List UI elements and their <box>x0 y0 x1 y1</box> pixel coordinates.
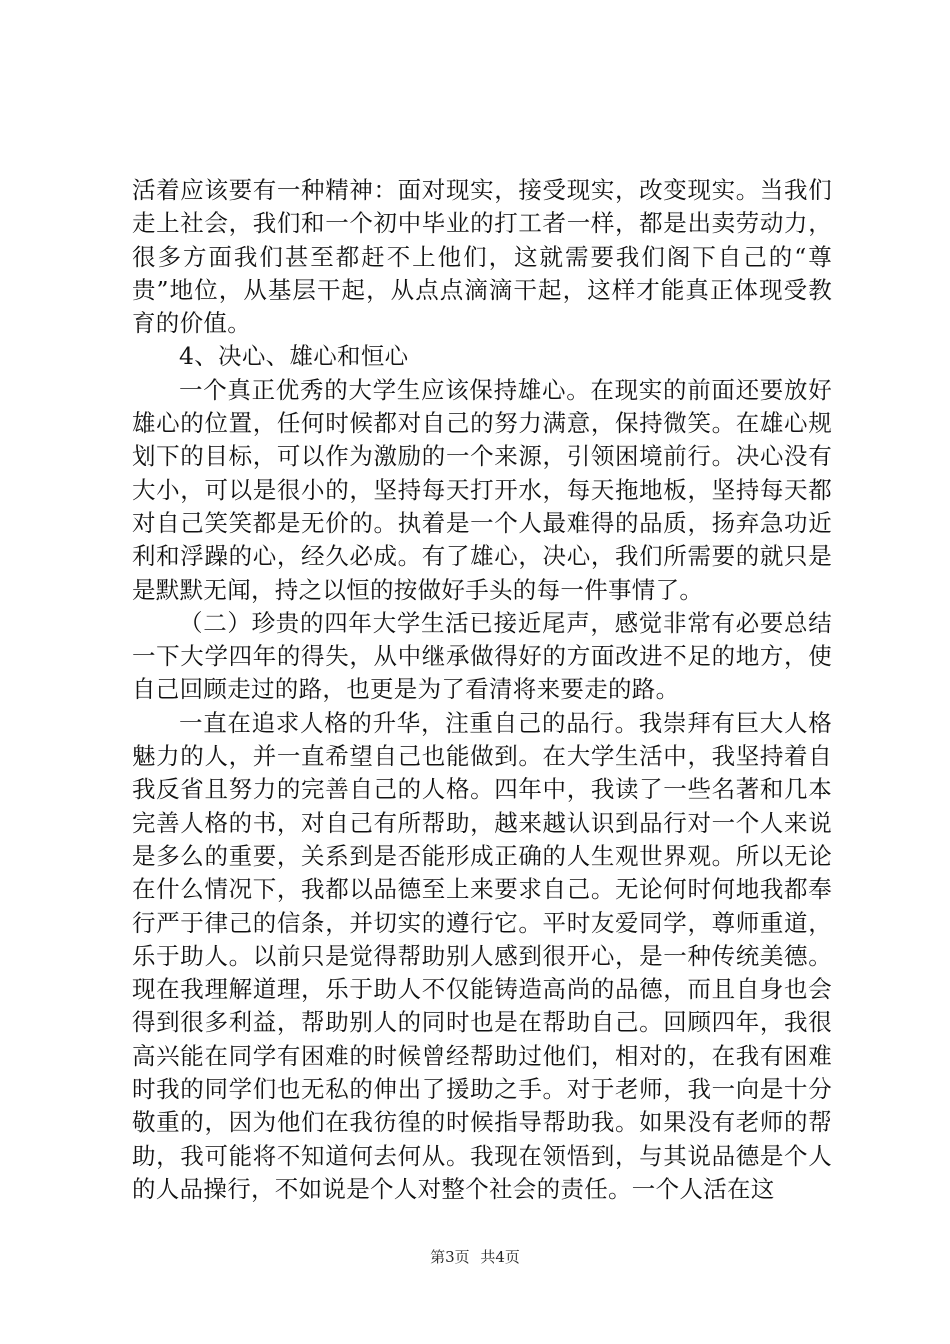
section-heading: 4、决心、雄心和恒心 <box>179 342 409 371</box>
paragraph-continuation: 活着应该要有一种精神：面对现实，接受现实，改变现实。当我们走上社会，我们和一个初中毕业的打工者一样，都是出卖劳动力，很多方面我们甚至都赶不上他们，这就需要我们阁下自己的“尊贵”地位，从基层干起，从点点滴滴干起，这样才能真正体现受教育的价值。 <box>132 176 832 338</box>
paragraph-character: 一直在追求人格的升华，注重自己的品行。我崇拜有巨大人格魅力的人，并一直希望自己也能做到。在大学生活中，我坚持着自我反省且努力的完善自己的人格。四年中，我读了一些名著和几本完善人格的书，对自己有所帮助，越来越认识到品行对一个人来说是多么的重要，关系到是否能形成正确的人生观世界观。所以无论在什么情况下，我都以品德至上来要求自己。无论何时何地我都奉行严于律己的信条，并切实的遵行它。平时友爱同学，尊师重道，乐于助人。以前只是觉得帮助别人感到很开心，是一种传统美德。现在我理解道理，乐于助人不仅能铸造高尚的品德，而且自身也会得到很多利益，帮助别人的同时也是在帮助自己。回顾四年，我很高兴能在同学有困难的时候曾经帮助过他们，相对的，在我有困难时我的同学们也无私的伸出了援助之手。对于老师，我一向是十分敬重的，因为他们在我彷徨的时候指导帮助我。如果没有老师的帮助，我可能将不知道何去何从。我现在领悟到，与其说品德是个人的人品操行，不如说是个人对整个社会的责任。一个人活在这 <box>132 708 832 1203</box>
paragraph-summary-intro: （二）珍贵的四年大学生活已接近尾声，感觉非常有必要总结一下大学四年的得失，从中继承做得好的方面改进不足的地方，使自己回顾走过的路，也更是为了看清将来要走的路。 <box>132 608 832 704</box>
page-total: 共4页 <box>480 1248 520 1266</box>
paragraph-ambition: 一个真正优秀的大学生应该保持雄心。在现实的前面还要放好雄心的位置，任何时候都对自己的努力满意，保持微笑。在雄心规划下的目标，可以作为激励的一个来源，引领困境前行。决心没有大小，可以是很小的，坚持每天打开水，每天拖地板，坚持每天都对自己笑笑都是无价的。执着是一个人最难得的品质，扬弃急功近利和浮躁的心，经久必成。有了雄心，决心，我们所需要的就只是是默默无闻，持之以恒的按做好手头的每一件事情了。 <box>132 375 832 604</box>
page-number: 第3页 <box>430 1248 470 1266</box>
document-body <box>132 174 832 1206</box>
page-footer <box>0 1246 950 1267</box>
